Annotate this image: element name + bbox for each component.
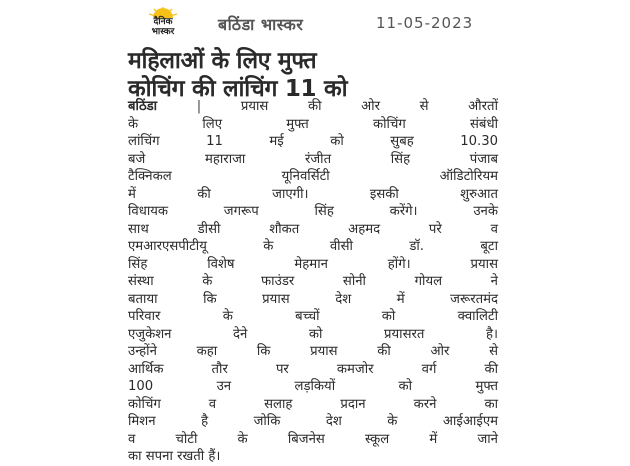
dateline: बठिंडा <box>128 99 158 114</box>
article-line: सिंह विशेष मेहमान होंगे। प्रयास <box>128 256 498 272</box>
article-line: परिवार के बच्चों को क्वालिटी <box>128 309 498 324</box>
article-line: आर्थिक तौर पर कमजोर वर्ग की <box>128 361 498 377</box>
article-line: मिशन है जोकि देश के आईआईएम <box>128 414 498 429</box>
article-line <box>128 98 498 116</box>
article-first-line: प्रयास की ओर से औरतों <box>240 99 498 114</box>
publication-date: 11-05-2023 <box>376 14 474 32</box>
article-line: उन्होंने कहा कि प्रयास की ओर से <box>128 344 498 359</box>
headline: महिलाओं के लिए मुफ्त कोचिंग की लांचिंग 11 को <box>128 48 348 102</box>
article-line: संस्था के फाउंडर सोनी गोयल ने <box>128 274 498 289</box>
article-line: में की जाएगी। इसकी शुरुआत <box>128 186 498 202</box>
article-line: लांचिंग 11 मई को सुबह 10.30 <box>128 134 498 149</box>
article-line: टैक्निकल यूनिवर्सिटी ऑडिटोरियम <box>128 169 498 184</box>
article-line: कोचिंग व सलाह प्रदान करने का <box>128 396 498 412</box>
article-line: एजुकेशन देने को प्रयासरत है। <box>128 326 498 342</box>
article-line: व चोटी के बिजनेस स्कूल में जाने <box>128 431 498 447</box>
article-line: बजे महाराजा रंजीत सिंह पंजाब <box>128 151 498 167</box>
article-line: के लिए मुफ्त कोचिंग संबंधी <box>128 116 498 132</box>
publication-name: बठिंडा भास्कर <box>218 15 304 34</box>
article-line: विधायक जगरूप सिंह करेंगे। उनके <box>128 204 498 219</box>
logo-text-line2: भास्कर <box>151 27 175 37</box>
article-line: 100 उन लड़कियों को मुफ्त <box>128 379 498 394</box>
dainik-bhaskar-logo <box>132 8 192 38</box>
logo-text <box>132 17 194 37</box>
article-body <box>128 98 498 466</box>
article-line: का सपना रखती हैं। <box>128 449 221 464</box>
article-line: एमआरएसपीटीयू के वीसी डॉ. बूटा <box>128 239 498 254</box>
clipping-header <box>132 8 532 38</box>
article-line: बताया कि प्रयास देश में जरूरतमंद <box>128 291 498 307</box>
logo-text-line1: दैनिक <box>153 17 173 27</box>
dateline-separator: | <box>196 99 202 114</box>
article-line: साथ डीसी शौकत अहमद परे व <box>128 221 498 237</box>
